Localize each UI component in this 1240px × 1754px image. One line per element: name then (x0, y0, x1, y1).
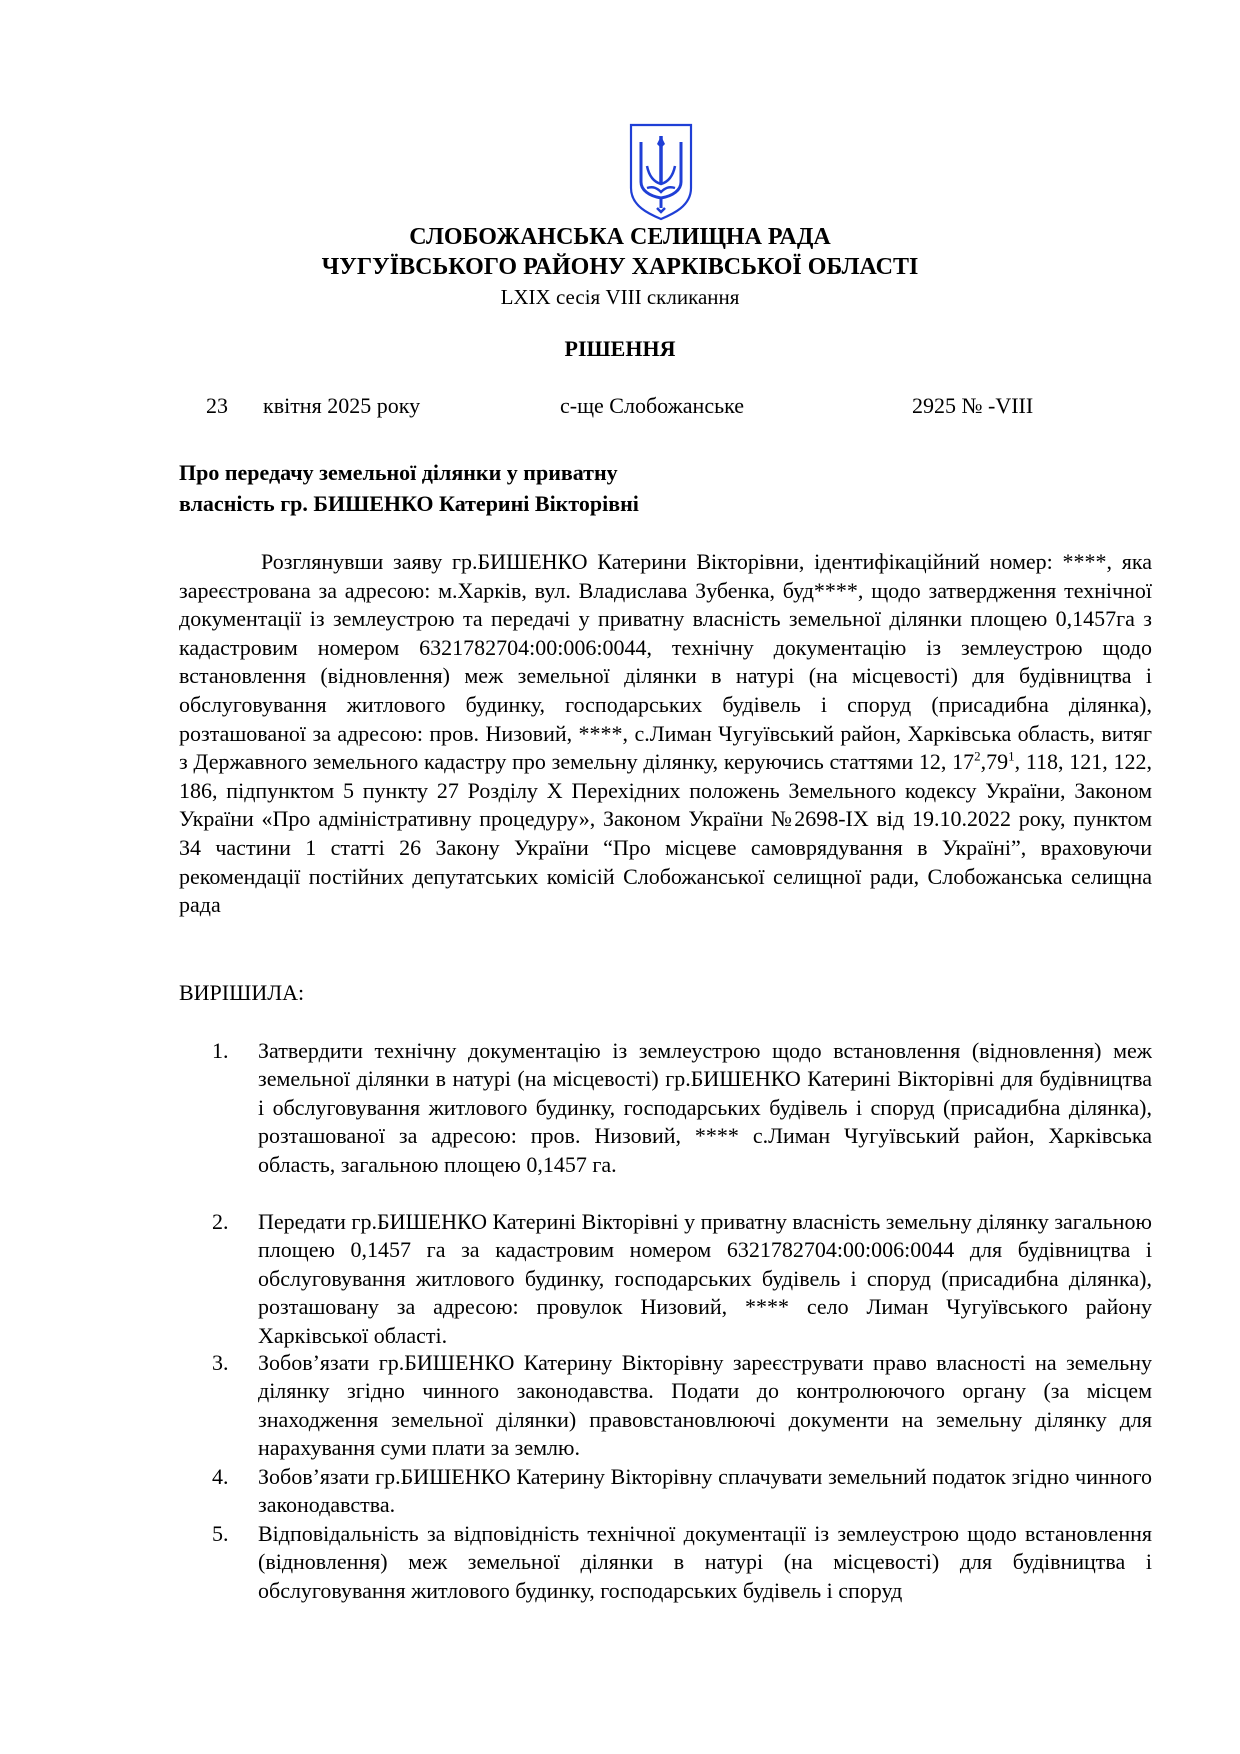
item-number: 5. (212, 1521, 229, 1546)
subject-line-1: Про передачу земельної ділянки у приватну (179, 460, 618, 485)
decision-number: 2925 № -VIII (912, 393, 1034, 418)
item-text: Відповідальність за відповідність технічної документації із землеустрою щодо встановлення (відновлення) меж земельної ділянки в натурі (на місцевості) для будівництва і обслуговування житлового будинку, господарських будівель і споруд (258, 1521, 1152, 1603)
subject-line-2: власність гр. БИШЕНКО Катерині Вікторівні (179, 491, 639, 516)
list-item (178, 1520, 1152, 1605)
list-item (178, 1463, 1152, 1520)
item-text: Затвердити технічну документацію із землеустрою щодо встановлення (відновлення) меж земельної ділянки в натурі (на місцевості) гр.БИШЕНКО Катерині Вікторівні для будівництва і обслуговування житлового будинку, господарських будівель і споруд (присадибна ділянка), розташованої за адресою: пров. Низовий, **** с.Лиман Чугуївський район, Харківська область, загальною площею 0,1457 га. (258, 1038, 1152, 1177)
list-item (178, 1208, 1152, 1350)
district-name: ЧУГУЇВСЬКОГО РАЙОНУ ХАРКІВСЬКОЇ ОБЛАСТІ (321, 254, 919, 280)
decided-heading: ВИРІШИЛА: (179, 980, 305, 1005)
date-day: 23 (206, 393, 228, 418)
item-number: 2. (212, 1209, 229, 1234)
item-text: Зобов’язати гр.БИШЕНКО Катерину Вікторівну зареєструвати право власності на земельну ділянку згідно чинного законодавства. Подати до контролюючого органу (за місцем знаходження земельної ділянки) правовстановлюючі документи на земельну ділянку для нарахування суми плати за землю. (258, 1350, 1152, 1461)
superscript: 2 (974, 748, 981, 764)
preamble-text-mid: ,79 (980, 749, 1009, 775)
list-item (178, 1349, 1152, 1463)
coat-of-arms-trident-icon (627, 122, 695, 222)
place-name: с-ще Слобожанське (560, 393, 745, 418)
list-item (178, 1037, 1152, 1179)
session-line: LXIX сесія VIII скликання (500, 285, 740, 309)
date-month-year: квітня 2025 року (263, 393, 421, 418)
item-text: Передати гр.БИШЕНКО Катерині Вікторівні у приватну власність земельну ділянку загальною площею 0,1457 га за кадастровим номером 6321782704:00:006:0044 для будівництва і обслуговування житлового будинку, господарських будівель і споруд (присадибна ділянка), розташовану за адресою: провулок Низовий, **** село Лиман Чугуївського району Харківської області. (258, 1209, 1152, 1348)
item-number: 4. (212, 1464, 229, 1489)
subject (179, 457, 639, 519)
preamble-text: Розглянувши заяву гр.БИШЕНКО Катерини Вікторівни, ідентифікаційний номер: ****, яка зареєстрована за адресою: м.Харків, вул. Владислава Зубенка, буд****, щодо затвердження технічної документації із землеустрою та передачі у приватну власність земельної ділянки площею 0,1457га з кадастровим номером 6321782704:00:006:0044, технічну документацію із землеустрою щодо встановлення (відновлення) меж земельної ділянки в натурі (на місцевості) для будівництва і обслуговування житлового будинку, господарських будівель і споруд (присадибна ділянка), розташованої за адресою: пров. Низовий, ****, с.Лиман Чугуївський район, Харківська область, витяг з Державного земельного кадастру про земельну ділянку, керуючись статтями 12, 17 (179, 549, 1152, 775)
preamble-paragraph (179, 548, 1152, 920)
council-name: СЛОБОЖАНСЬКА СЕЛИЩНА РАДА (409, 224, 831, 250)
item-number: 3. (212, 1350, 229, 1375)
item-text: Зобов’язати гр.БИШЕНКО Катерину Вікторівну сплачувати земельний податок згідно чинного законодавства. (258, 1464, 1152, 1518)
preamble-text-end: , 118, 121, 122, 186, підпунктом 5 пункту 27 Розділу X Перехідних положень Земельного кодексу України, Законом України «Про адміністративну процедуру», Законом України №2698-IX від 19.10.2022 року, пунктом 34 частини 1 статті 26 Закону України “Про місцеве самоврядування в Україні”, враховуючи рекомендації постійних депутатських комісій Слобожанської селищної ради, Слобожанська селищна рада (179, 749, 1153, 918)
item-number: 1. (212, 1038, 229, 1063)
doc-title: РІШЕННЯ (564, 336, 676, 361)
superscript: 1 (1008, 748, 1015, 764)
